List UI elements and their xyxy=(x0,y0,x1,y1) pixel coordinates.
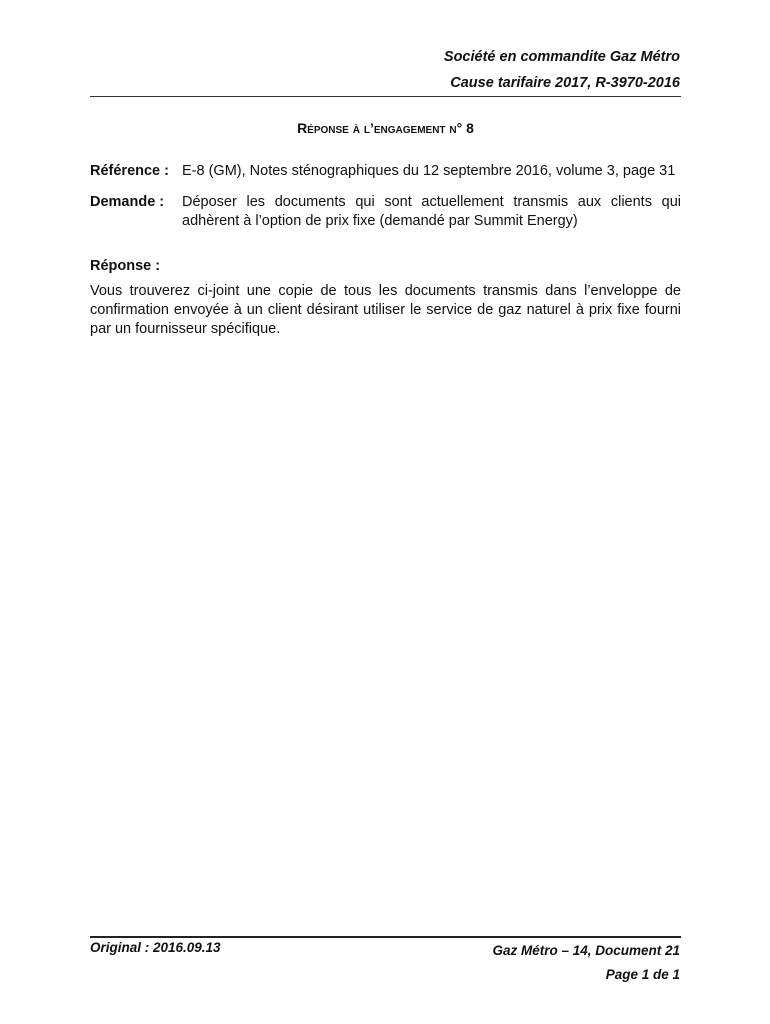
title-prefix: Réponse à l’engagement xyxy=(297,120,446,136)
reference-label: Référence : xyxy=(90,163,169,179)
demande-row xyxy=(90,193,681,231)
header-divider xyxy=(90,96,681,97)
page-footer xyxy=(492,939,680,987)
demande-value: Déposer les documents qui sont actuellement transmis aux clients qui adhèrent à l’option de prix fixe (demandé par Summit Energy) xyxy=(182,194,681,229)
footer-original-date: Original : 2016.09.13 xyxy=(90,940,221,955)
footer-page-number: Page 1 de 1 xyxy=(605,967,680,982)
title-number: 8 xyxy=(466,120,474,136)
reference-row xyxy=(90,162,681,181)
page-header xyxy=(444,44,680,96)
header-case: Cause tarifaire 2017, R-3970-2016 xyxy=(450,75,680,91)
reponse-text: Vous trouverez ci-joint une copie de tous les documents transmis dans l’enveloppe de confirmation envoyée à un client désirant utiliser le service de gaz naturel à prix fixe fourni par un fournisseur spécifique. xyxy=(90,283,681,337)
reponse-label: Réponse : xyxy=(90,258,161,274)
footer-divider xyxy=(90,936,681,938)
document-title xyxy=(90,120,681,136)
demande-label: Demande : xyxy=(90,194,165,210)
title-number-symbol: n° xyxy=(449,120,463,136)
reference-value: E-8 (GM), Notes sténographiques du 12 septembre 2016, volume 3, page 31 xyxy=(182,163,676,179)
footer-document-id: Gaz Métro – 14, Document 21 xyxy=(492,943,680,958)
header-company: Société en commandite Gaz Métro xyxy=(443,49,680,65)
